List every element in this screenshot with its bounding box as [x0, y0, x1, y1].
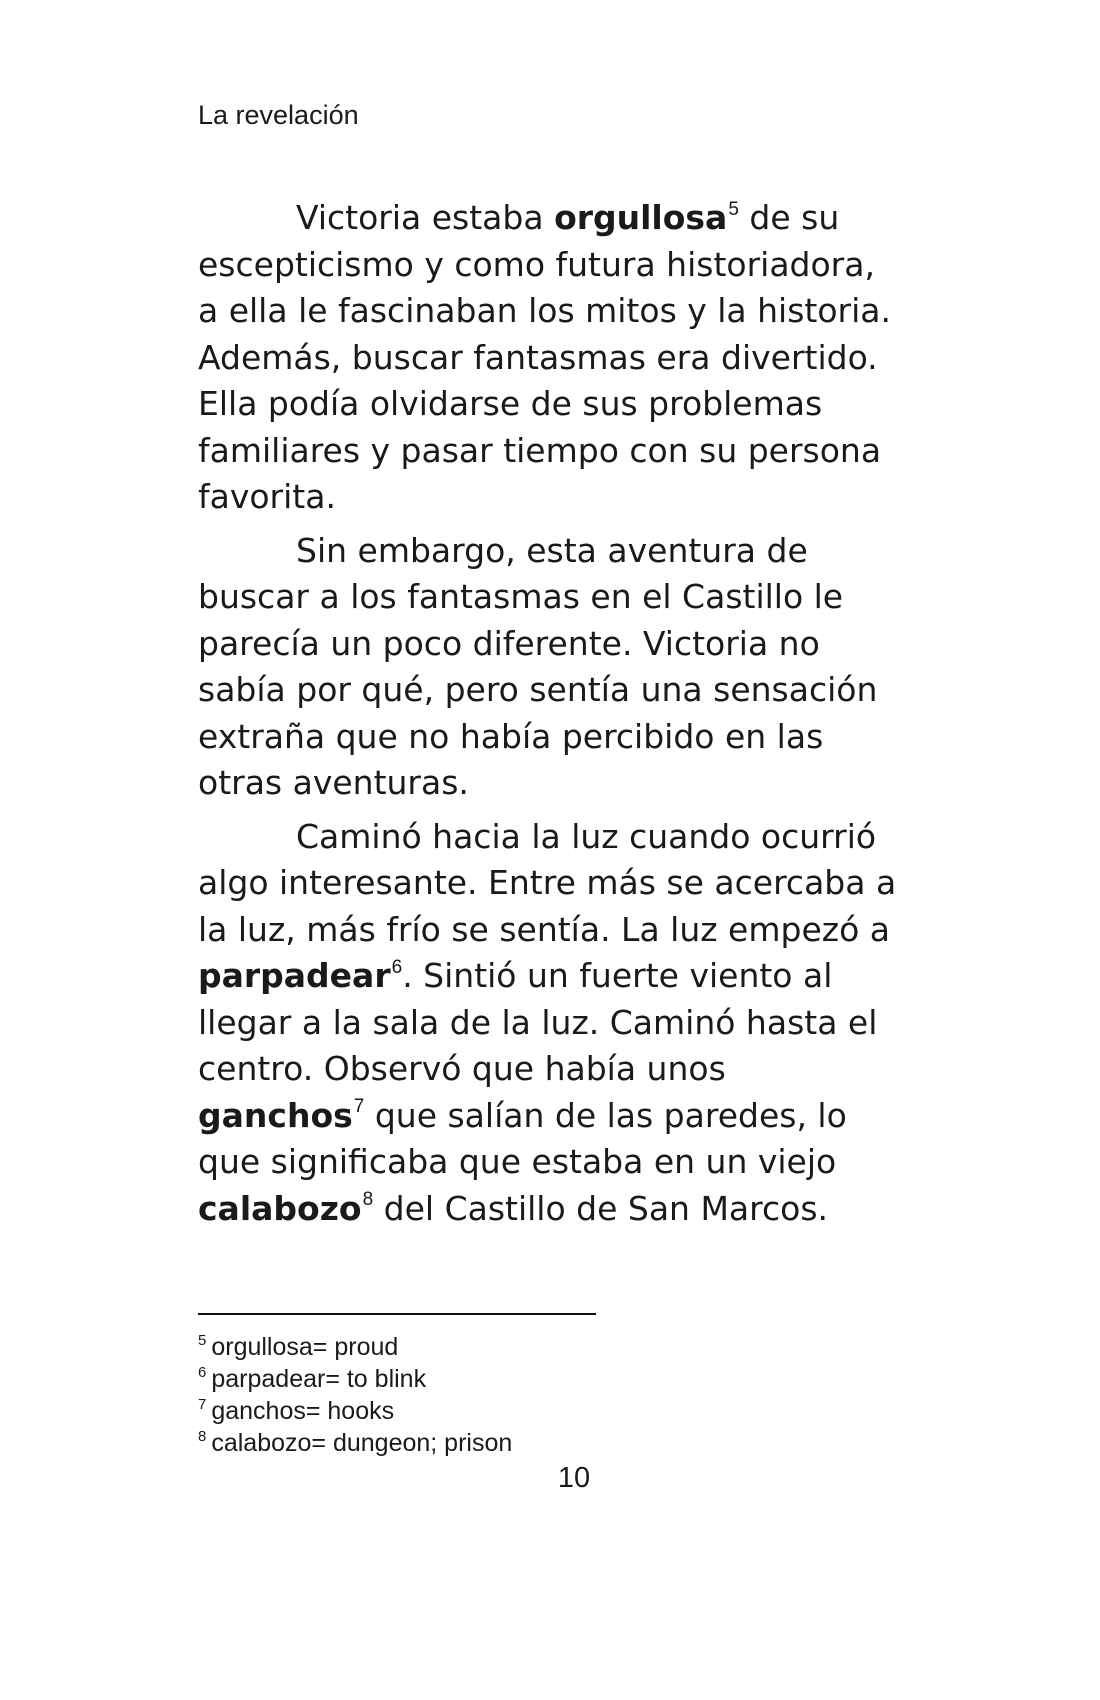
footnote-number: 8 — [198, 1427, 207, 1445]
paragraph-1 — [198, 195, 898, 521]
footnote-text: parpadear= to blink — [211, 1365, 427, 1393]
footnote-item — [198, 1331, 512, 1363]
text-run: de su escepticismo y como futura historiadora, a ella le fascinaban los mitos y la historia. Además, buscar fantasmas era divertido. Ella podía olvidarse de sus problemas familiares y pasar tiempo con su persona favorita. — [198, 198, 891, 516]
footnote-item — [198, 1395, 512, 1427]
vocab-word-ganchos: ganchos — [198, 1095, 353, 1135]
footnote-ref[interactable]: 8 — [362, 1189, 374, 1211]
paragraph-2 — [198, 528, 898, 807]
footnote-text: calabozo= dungeon; prison — [211, 1429, 513, 1457]
footnote-number: 7 — [198, 1395, 207, 1413]
vocab-word-orgullosa: orgullosa — [554, 198, 728, 237]
footnote-number: 5 — [198, 1331, 207, 1349]
footnote-text: orgullosa= proud — [211, 1333, 399, 1361]
vocab-word-parpadear: parpadear — [198, 956, 391, 995]
text-run: que salían de las paredes, lo que significaba que estaba en un viejo — [198, 1095, 847, 1181]
footnote-text: ganchos= hooks — [211, 1397, 395, 1425]
footnote-ref[interactable]: 6 — [391, 956, 403, 978]
footnote-item — [198, 1363, 512, 1395]
footnote-item — [198, 1427, 512, 1459]
text-run: Caminó hacia la luz cuando ocurrió algo interesante. Entre más se acercaba a la luz, más frío se sentía. La luz empezó a — [198, 816, 897, 949]
running-header: La revelación — [198, 100, 359, 130]
page-number: 10 — [557, 1462, 591, 1494]
text-run: del Castillo de San Marcos. — [373, 1188, 829, 1228]
text-run: Victoria estaba — [296, 198, 555, 237]
footnotes — [198, 1331, 512, 1459]
text-run: . Sintió un fuerte viento al llegar a la sala de la luz. Caminó hasta el centro. Observó que había unos — [198, 956, 878, 1088]
text-run: Sin embargo, esta aventura de buscar a los fantasmas en el Castillo le parecía un poco diferente. Victoria no sabía por qué, pero sentía una sensación extraña que no había percibido en las otras aventuras. — [198, 530, 878, 802]
footnote-ref[interactable]: 5 — [728, 198, 739, 220]
vocab-word-calabozo: calabozo — [198, 1188, 362, 1228]
footnote-ref[interactable]: 7 — [353, 1096, 365, 1118]
footnote-number: 6 — [198, 1363, 207, 1381]
paragraph-3 — [198, 814, 898, 1233]
body-text — [198, 195, 898, 1239]
footnote-divider — [198, 1313, 596, 1315]
